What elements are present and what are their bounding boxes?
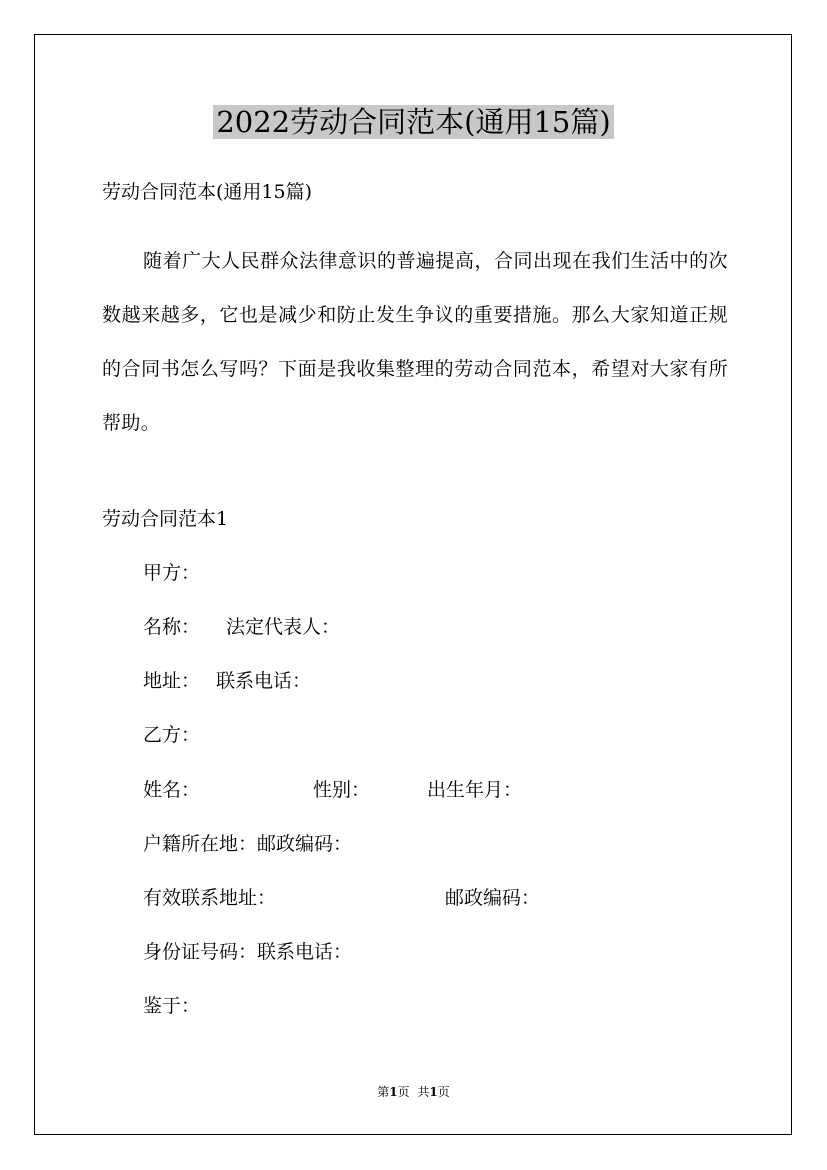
party-b-postcode-label: 邮政编码： (257, 833, 353, 855)
footer-total-prefix: 共 (417, 1085, 430, 1099)
party-b-gender-label: 性别： (313, 779, 371, 801)
party-b-birth-label: 出生年月： (427, 779, 523, 801)
footer-page-number: 1 (389, 1085, 398, 1099)
party-a-name-row (143, 613, 340, 641)
party-a-rep-label: 法定代表人： (226, 616, 341, 638)
party-a-phone-label: 联系电话： (216, 670, 312, 692)
page-footer (0, 1083, 827, 1101)
party-b-contact-address-label: 有效联系地址： (143, 887, 277, 909)
party-b-postcode-label-2: 邮政编码： (445, 887, 541, 909)
party-b-name-row (143, 776, 522, 804)
party-b-hukou-label: 户籍所在地： (143, 833, 258, 855)
section-heading: 劳动合同范本1 (102, 508, 229, 530)
party-b-hukou-row (143, 830, 352, 858)
party-b-id-row (143, 938, 352, 966)
party-a-address-row (143, 667, 311, 695)
intro-paragraph: 随着广大人民群众法律意识的普遍提高，合同出现在我们生活中的次数越来越多，它也是减少和防止发生争议的重要措施。那么大家知道正规的合同书怎么写吗？下面是我收集整理的劳动合同范本，希望对大家有所帮助。 (102, 250, 728, 434)
footer-total-suffix: 页 (437, 1085, 450, 1099)
footer-page-suffix: 页 (397, 1085, 410, 1099)
party-b-contact-row (143, 884, 540, 912)
party-a-address-label: 地址： (143, 670, 201, 692)
whereas-label: 鉴于： (143, 995, 201, 1017)
subtitle: 劳动合同范本(通用15篇) (102, 181, 313, 203)
party-a-name-label: 名称： (143, 616, 201, 638)
footer-page-prefix: 第 (377, 1085, 390, 1099)
party-b-id-label: 身份证号码： (143, 941, 258, 963)
document-title-text: 2022劳动合同范本(通用15篇) (213, 105, 613, 139)
party-b-label: 乙方： (143, 724, 201, 746)
footer-total-number: 1 (429, 1085, 438, 1099)
party-b-phone-label: 联系电话： (257, 941, 353, 963)
party-b-name-label: 姓名： (143, 779, 201, 801)
document-title (0, 100, 827, 144)
party-a-label: 甲方： (143, 562, 201, 584)
